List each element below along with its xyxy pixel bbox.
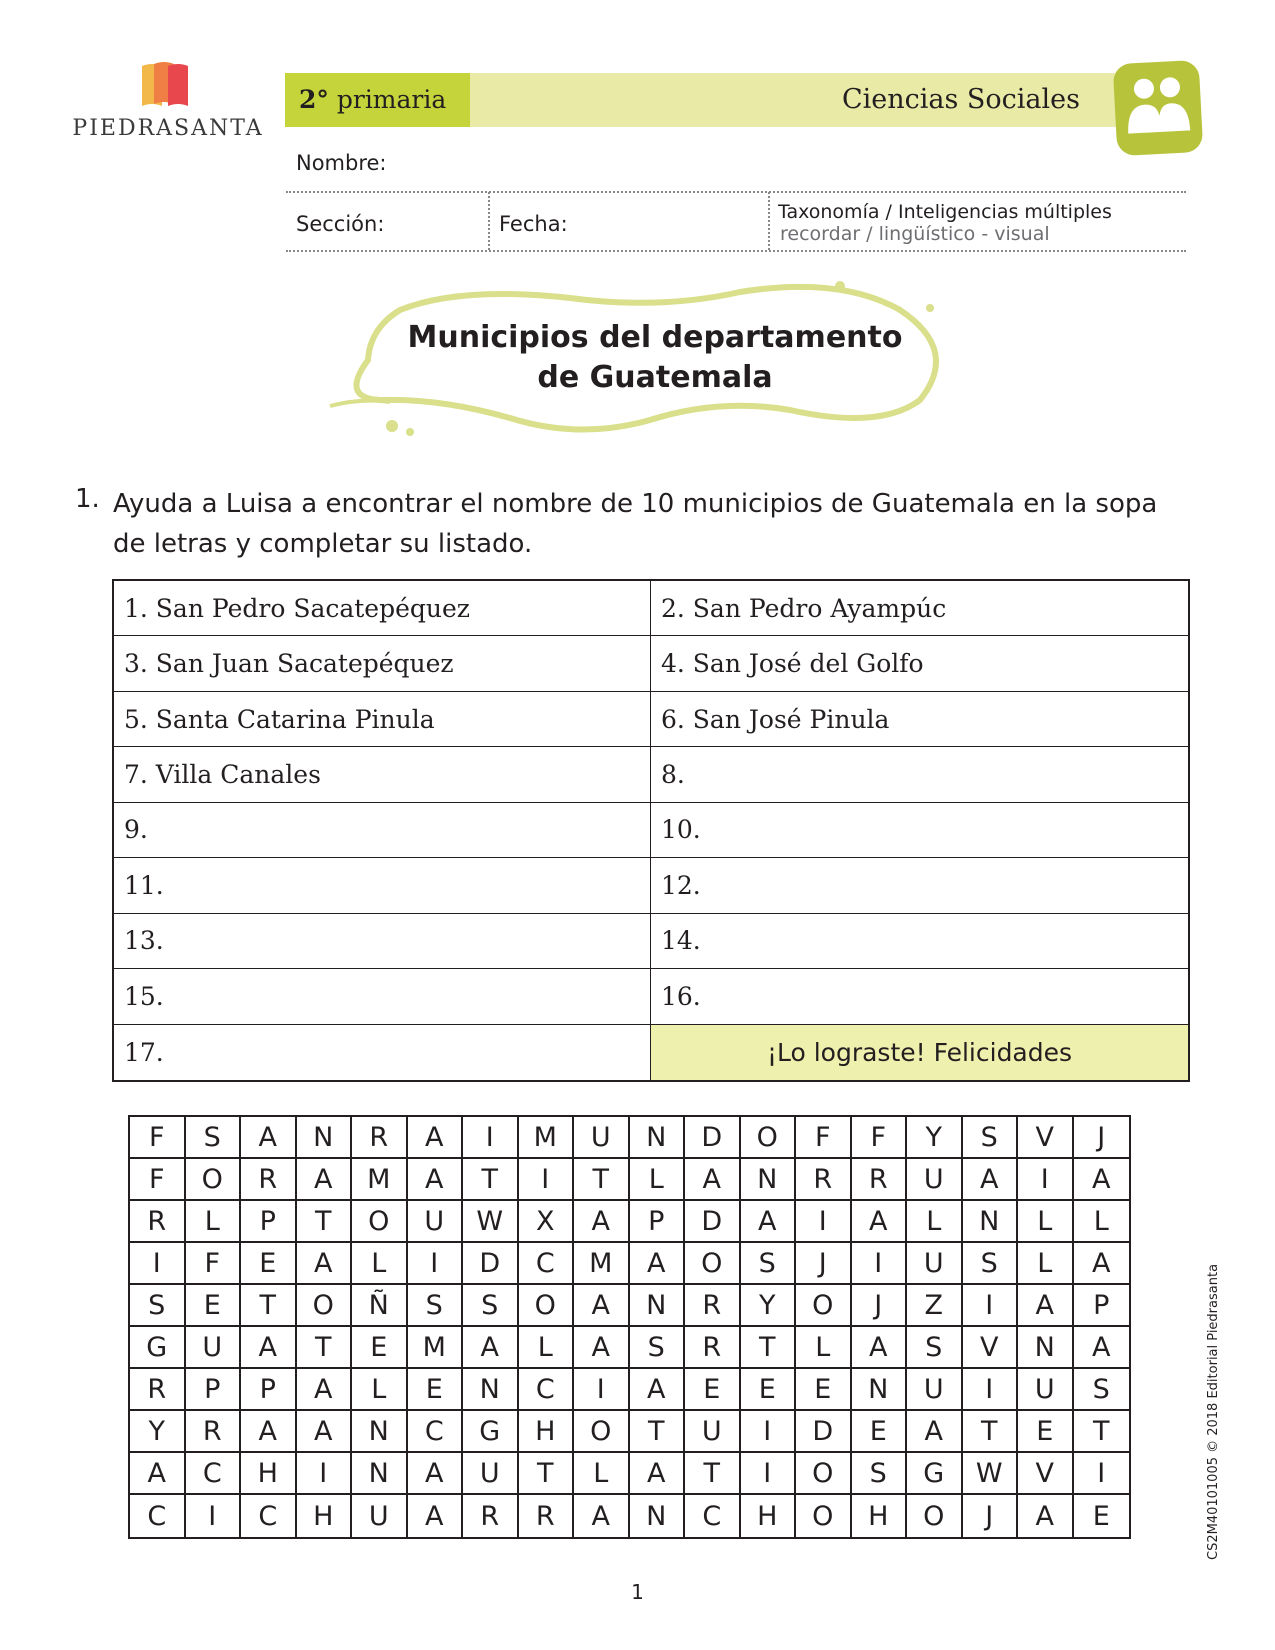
word-search-grid	[128, 1115, 1131, 1539]
letter-cell[interactable]: Z	[907, 1285, 963, 1327]
answer-cell[interactable]: 16.	[651, 969, 1188, 1024]
letter-cell[interactable]: A	[1074, 1327, 1130, 1369]
subject-title: Ciencias Sociales	[841, 84, 1080, 115]
letter-cell[interactable]: H	[297, 1495, 353, 1537]
letter-cell[interactable]: C	[408, 1411, 464, 1453]
title-line-2: de Guatemala	[537, 360, 773, 395]
letter-cell[interactable]: T	[574, 1159, 630, 1201]
letter-cell[interactable]: M	[408, 1327, 464, 1369]
name-label: Nombre:	[296, 151, 387, 175]
piedrasanta-logo	[68, 58, 268, 148]
letter-cell[interactable]: S	[963, 1243, 1019, 1285]
date-label: Fecha:	[499, 212, 568, 236]
letter-cell[interactable]: N	[630, 1495, 686, 1537]
answer-cell[interactable]: 12.	[651, 858, 1188, 913]
instruction-number: 1.	[75, 484, 100, 514]
answer-cell[interactable]: 4. San José del Golfo	[651, 636, 1188, 691]
letter-cell[interactable]: O	[796, 1285, 852, 1327]
letter-cell[interactable]: M	[352, 1159, 408, 1201]
letter-cell[interactable]: I	[463, 1117, 519, 1159]
letter-cell[interactable]: T	[297, 1201, 353, 1243]
letter-cell[interactable]: Y	[130, 1411, 186, 1453]
letter-cell[interactable]: A	[241, 1327, 297, 1369]
letter-cell[interactable]: A	[241, 1411, 297, 1453]
letter-cell[interactable]: S	[463, 1285, 519, 1327]
letter-cell[interactable]: J	[1074, 1117, 1130, 1159]
letter-cell[interactable]: V	[1018, 1117, 1074, 1159]
letter-cell[interactable]: A	[408, 1495, 464, 1537]
letter-cell[interactable]: I	[408, 1243, 464, 1285]
answer-cell[interactable]: 1. San Pedro Sacatepéquez	[114, 581, 651, 636]
answer-cell[interactable]: 5. Santa Catarina Pinula	[114, 692, 651, 747]
letter-cell[interactable]: N	[630, 1117, 686, 1159]
letter-cell[interactable]: N	[630, 1285, 686, 1327]
letter-cell[interactable]: L	[1018, 1201, 1074, 1243]
letter-cell[interactable]: Y	[741, 1285, 797, 1327]
letter-cell[interactable]: I	[963, 1369, 1019, 1411]
letter-cell[interactable]: C	[685, 1495, 741, 1537]
letter-cell[interactable]: A	[297, 1369, 353, 1411]
grade-badge	[285, 73, 470, 127]
title-line-1: Municipios del departamento	[407, 320, 903, 355]
letter-cell[interactable]: I	[297, 1453, 353, 1495]
letter-cell[interactable]: S	[186, 1117, 242, 1159]
taxonomy-label: Taxonomía / Inteligencias múltiples	[778, 201, 1112, 223]
letter-cell[interactable]: I	[519, 1159, 575, 1201]
letter-cell[interactable]: T	[297, 1327, 353, 1369]
letter-cell[interactable]: U	[408, 1201, 464, 1243]
answer-cell[interactable]: 8.	[651, 747, 1188, 802]
letter-cell[interactable]: A	[574, 1327, 630, 1369]
letter-cell[interactable]: E	[685, 1369, 741, 1411]
letter-cell[interactable]: T	[241, 1285, 297, 1327]
letter-cell[interactable]: I	[963, 1285, 1019, 1327]
letter-cell[interactable]: D	[685, 1201, 741, 1243]
letter-cell[interactable]: O	[297, 1285, 353, 1327]
grade-label: primaria	[336, 85, 447, 114]
letter-cell[interactable]: A	[408, 1159, 464, 1201]
letter-cell[interactable]: E	[408, 1369, 464, 1411]
letter-cell[interactable]: H	[852, 1495, 908, 1537]
letter-cell[interactable]: I	[130, 1243, 186, 1285]
letter-cell[interactable]: E	[741, 1369, 797, 1411]
letter-cell[interactable]: I	[186, 1495, 242, 1537]
letter-cell[interactable]: F	[130, 1159, 186, 1201]
letter-cell[interactable]: T	[630, 1411, 686, 1453]
letter-cell[interactable]: R	[130, 1369, 186, 1411]
page-title	[360, 318, 950, 398]
book-logo-icon	[140, 60, 192, 108]
letter-cell[interactable]: H	[241, 1453, 297, 1495]
letter-cell[interactable]: D	[685, 1117, 741, 1159]
letter-cell[interactable]: R	[463, 1495, 519, 1537]
letter-cell[interactable]: R	[685, 1285, 741, 1327]
letter-cell[interactable]: P	[186, 1369, 242, 1411]
side-note: CS2M40101005 © 2018 Editorial Piedrasanta	[1206, 1263, 1221, 1560]
answer-cell[interactable]: 13.	[114, 914, 651, 969]
letter-cell[interactable]: S	[130, 1285, 186, 1327]
letter-cell[interactable]: O	[186, 1159, 242, 1201]
letter-cell[interactable]: A	[241, 1117, 297, 1159]
instruction-text: Ayuda a Luisa a encontrar el nombre de 10 municipios de Guatemala en la sopa de letras y completar su listado.	[113, 489, 1158, 559]
answer-cell[interactable]: 3. San Juan Sacatepéquez	[114, 636, 651, 691]
letter-cell[interactable]: A	[1074, 1243, 1130, 1285]
letter-cell[interactable]: I	[796, 1201, 852, 1243]
letter-cell[interactable]: L	[796, 1327, 852, 1369]
letter-cell[interactable]: E	[1092, 1500, 1110, 1532]
letter-cell[interactable]: F	[852, 1117, 908, 1159]
letter-cell[interactable]: W	[963, 1453, 1019, 1495]
letter-cell[interactable]: N	[741, 1159, 797, 1201]
letter-cell[interactable]: N	[352, 1411, 408, 1453]
letter-cell[interactable]: L	[352, 1243, 408, 1285]
letter-cell[interactable]: S	[963, 1117, 1019, 1159]
letter-cell[interactable]: O	[519, 1285, 575, 1327]
letter-cell[interactable]: T	[741, 1327, 797, 1369]
letter-cell[interactable]: L	[1018, 1243, 1074, 1285]
letter-cell[interactable]: A	[1018, 1495, 1074, 1537]
letter-cell[interactable]: A	[130, 1453, 186, 1495]
grade-number: 2°	[299, 85, 329, 114]
letter-cell[interactable]: A	[574, 1495, 630, 1537]
letter-cell[interactable]: U	[907, 1243, 963, 1285]
letter-cell[interactable]: O	[574, 1411, 630, 1453]
taxonomy-value: recordar / lingüístico - visual	[780, 223, 1050, 245]
letter-cell[interactable]: C	[519, 1369, 575, 1411]
letter-cell[interactable]: A	[297, 1411, 353, 1453]
letter-cell[interactable]: U	[1018, 1369, 1074, 1411]
letter-cell[interactable]: A	[463, 1327, 519, 1369]
letter-cell[interactable]: H	[741, 1495, 797, 1537]
letter-cell[interactable]: U	[463, 1453, 519, 1495]
letter-cell[interactable]: A	[741, 1201, 797, 1243]
letter-cell[interactable]: E	[796, 1369, 852, 1411]
letter-cell[interactable]: A	[630, 1453, 686, 1495]
letter-cell[interactable]: R	[186, 1411, 242, 1453]
answer-cell[interactable]: 2. San Pedro Ayampúc	[651, 581, 1188, 636]
letter-cell[interactable]: U	[186, 1327, 242, 1369]
answer-cell[interactable]: 14.	[651, 914, 1188, 969]
letter-cell[interactable]: I	[1074, 1453, 1130, 1495]
letter-cell[interactable]: U	[907, 1369, 963, 1411]
letter-cell[interactable]: S	[907, 1327, 963, 1369]
letter-cell[interactable]: L	[519, 1327, 575, 1369]
divider	[286, 250, 1186, 252]
page-number: 1	[631, 1580, 644, 1604]
letter-cell[interactable]: A	[1018, 1285, 1074, 1327]
letter-cell[interactable]: U	[907, 1159, 963, 1201]
answer-cell[interactable]: 6. San José Pinula	[651, 692, 1188, 747]
brand-name: PIEDRASANTA	[72, 116, 264, 141]
letter-cell[interactable]: C	[186, 1453, 242, 1495]
letter-cell[interactable]: A	[408, 1453, 464, 1495]
letter-cell[interactable]: M	[574, 1243, 630, 1285]
letter-cell[interactable]: E	[241, 1243, 297, 1285]
letter-cell[interactable]: G	[130, 1327, 186, 1369]
letter-cell[interactable]: R	[685, 1327, 741, 1369]
letter-cell[interactable]: S	[741, 1243, 797, 1285]
letter-cell[interactable]: N	[352, 1453, 408, 1495]
letter-cell[interactable]: I	[574, 1369, 630, 1411]
section-label: Sección:	[296, 212, 385, 236]
letter-cell[interactable]: R	[796, 1159, 852, 1201]
letter-cell[interactable]: F	[796, 1117, 852, 1159]
letter-cell[interactable]: N	[297, 1117, 353, 1159]
answer-cell[interactable]: 10.	[651, 803, 1188, 858]
letter-cell[interactable]: S	[852, 1453, 908, 1495]
letter-cell[interactable]: E	[1018, 1411, 1074, 1453]
letter-cell[interactable]: J	[963, 1495, 1019, 1537]
answer-cell[interactable]: 11.	[114, 858, 651, 913]
letter-cell[interactable]: F	[186, 1243, 242, 1285]
letter-cell[interactable]: A	[574, 1285, 630, 1327]
letter-cell[interactable]: L	[574, 1453, 630, 1495]
letter-cell[interactable]: O	[741, 1117, 797, 1159]
letter-cell[interactable]: A	[297, 1243, 353, 1285]
letter-cell[interactable]: I	[1018, 1159, 1074, 1201]
letter-cell[interactable]: A	[685, 1159, 741, 1201]
answer-cell[interactable]: 7. Villa Canales	[114, 747, 651, 802]
divider	[286, 191, 1186, 193]
subject-badge	[1113, 60, 1204, 156]
letter-cell[interactable]: A	[408, 1117, 464, 1159]
divider	[768, 192, 770, 250]
letter-cell[interactable]: P	[241, 1201, 297, 1243]
letter-cell[interactable]: L	[352, 1369, 408, 1411]
letter-cell[interactable]: L	[1074, 1201, 1130, 1243]
letter-cell[interactable]: U	[574, 1117, 630, 1159]
letter-cell[interactable]: P	[241, 1369, 297, 1411]
letter-cell[interactable]: C	[241, 1495, 297, 1537]
letter-cell[interactable]: S	[408, 1285, 464, 1327]
letter-cell[interactable]: T	[963, 1411, 1019, 1453]
letter-cell[interactable]: O	[796, 1495, 852, 1537]
letter-cell[interactable]: A	[963, 1159, 1019, 1201]
letter-cell[interactable]: M	[519, 1117, 575, 1159]
letter-cell[interactable]: X	[519, 1201, 575, 1243]
letter-cell[interactable]: R	[852, 1159, 908, 1201]
letter-cell[interactable]: O	[907, 1495, 963, 1537]
letter-cell[interactable]: A	[574, 1201, 630, 1243]
letter-cell[interactable]: F	[130, 1117, 186, 1159]
letter-cell[interactable]: A	[297, 1159, 353, 1201]
letter-cell[interactable]: L	[630, 1159, 686, 1201]
letter-cell[interactable]: W	[463, 1201, 519, 1243]
letter-cell[interactable]: H	[519, 1411, 575, 1453]
letter-cell[interactable]: N	[1018, 1327, 1074, 1369]
letter-cell[interactable]: T	[685, 1453, 741, 1495]
letter-cell[interactable]: O	[352, 1201, 408, 1243]
letter-cell[interactable]: A	[630, 1243, 686, 1285]
letter-cell[interactable]: N	[963, 1201, 1019, 1243]
letter-cell[interactable]: R	[352, 1117, 408, 1159]
letter-cell[interactable]: P	[630, 1201, 686, 1243]
letter-cell[interactable]: R	[130, 1201, 186, 1243]
letter-cell[interactable]: C	[130, 1495, 186, 1537]
letter-cell[interactable]: U	[685, 1411, 741, 1453]
letter-cell[interactable]: Y	[907, 1117, 963, 1159]
letter-cell[interactable]: C	[519, 1243, 575, 1285]
answer-table	[112, 579, 1190, 1082]
congrats-cell[interactable]: ¡Lo lograste! Felicidades	[651, 1025, 1188, 1080]
letter-cell[interactable]: P	[1074, 1285, 1130, 1327]
letter-cell[interactable]: A	[852, 1201, 908, 1243]
letter-cell[interactable]: L	[186, 1201, 242, 1243]
divider	[488, 192, 490, 250]
letter-cell[interactable]: R	[241, 1159, 297, 1201]
people-icon	[1121, 68, 1195, 148]
letter-cell[interactable]: I	[741, 1411, 797, 1453]
letter-cell[interactable]: J	[796, 1243, 852, 1285]
letter-cell[interactable]: A	[1074, 1159, 1130, 1201]
letter-cell[interactable]: T	[519, 1453, 575, 1495]
letter-cell[interactable]: S	[1074, 1369, 1130, 1411]
letter-cell[interactable]: T	[463, 1159, 519, 1201]
answer-cell[interactable]: 15.	[114, 969, 651, 1024]
letter-cell[interactable]: N	[852, 1369, 908, 1411]
letter-cell[interactable]: E	[352, 1327, 408, 1369]
letter-cell[interactable]: A	[852, 1327, 908, 1369]
letter-cell[interactable]: L	[907, 1201, 963, 1243]
letter-cell[interactable]: S	[630, 1327, 686, 1369]
letter-cell[interactable]: A	[630, 1369, 686, 1411]
letter-cell[interactable]: I	[852, 1243, 908, 1285]
letter-cell[interactable]: V	[1018, 1453, 1074, 1495]
letter-cell[interactable]: I	[741, 1453, 797, 1495]
letter-cell[interactable]: D	[796, 1411, 852, 1453]
letter-cell[interactable]: J	[852, 1285, 908, 1327]
letter-cell[interactable]: O	[796, 1453, 852, 1495]
letter-cell[interactable]: D	[463, 1243, 519, 1285]
answer-cell[interactable]: 17.	[114, 1025, 651, 1080]
letter-cell[interactable]: R	[519, 1495, 575, 1537]
letter-cell[interactable]: E	[852, 1411, 908, 1453]
letter-cell[interactable]: O	[685, 1243, 741, 1285]
letter-cell[interactable]: V	[963, 1327, 1019, 1369]
letter-cell[interactable]: Ñ	[352, 1285, 408, 1327]
answer-cell[interactable]: 9.	[114, 803, 651, 858]
letter-cell[interactable]: N	[463, 1369, 519, 1411]
letter-cell[interactable]: U	[352, 1495, 408, 1537]
letter-cell[interactable]: T	[1074, 1411, 1130, 1453]
letter-cell[interactable]: G	[907, 1453, 963, 1495]
letter-cell[interactable]: A	[907, 1411, 963, 1453]
letter-cell[interactable]: E	[186, 1285, 242, 1327]
letter-cell[interactable]: G	[463, 1411, 519, 1453]
